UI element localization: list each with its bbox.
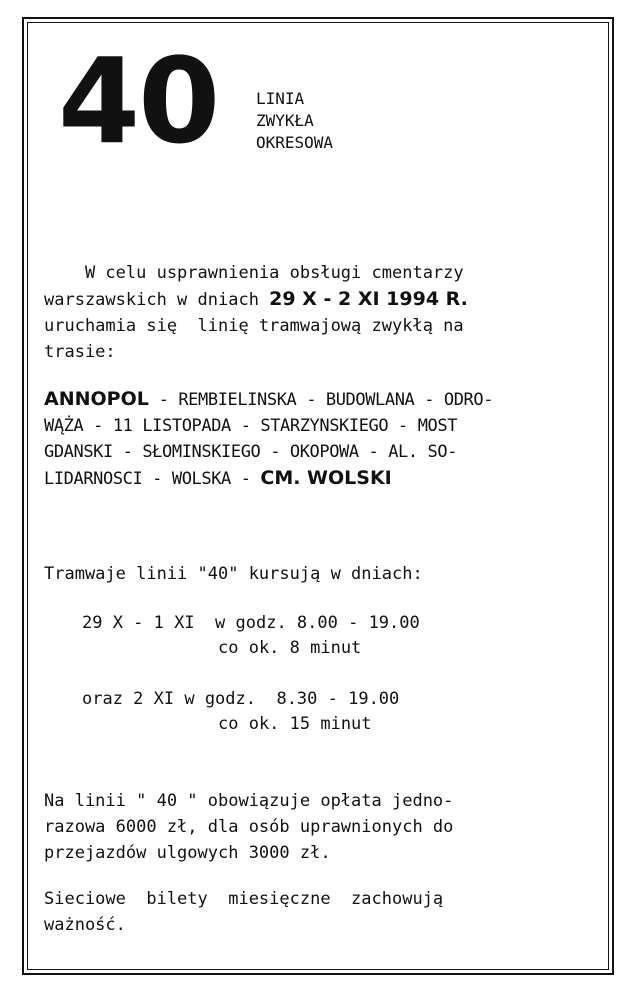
route-end: CM. WOLSKI [260,467,392,489]
line-type-label [256,88,333,154]
route-row [44,465,574,492]
line-type-row: OKRESOWA [256,133,334,152]
route-row: GDANSKI - SŁOMINSKIEGO - OKOPOWA - AL. SO- [44,442,458,462]
service-dates: 29 X - 2 XI 1994 R. [269,288,468,310]
line-type-row: LINIA [256,89,305,108]
schedule-period-1-frequency: co ok. 8 minut [218,638,362,658]
route-row: WĄŻA - 11 LISTOPADA - STARZYNSKIEGO - MOST [44,416,458,436]
schedule-heading [44,561,574,587]
fare-row: Na linii " 40 " obowiązuje opłata jedno- [44,791,454,811]
intro-row: W celu usprawnienia obsługi cmentarzy [44,263,464,283]
intro-row [44,286,574,313]
intro-row: uruchamia się linię tramwajową zwykłą na [44,316,464,336]
fare-row: razowa 6000 zł, dla osób uprawnionych do [44,817,454,837]
fare-paragraph [44,788,574,866]
fare-row: przejazdów ulgowych 3000 zł. [44,843,331,863]
intro-row: trasie: [44,342,116,362]
intro-paragraph [44,260,574,365]
route-row-text: LIDARNOSCI - WOLSKA - [44,469,261,489]
tickets-paragraph [44,886,574,938]
intro-row-text: warszawskich w dniach [44,290,270,310]
schedule-heading-text: Tramwaje linii "40" kursują w dniach: [44,564,423,584]
schedule-period-2-frequency: co ok. 15 minut [218,714,372,734]
route-start: ANNOPOL [44,388,149,410]
tickets-row: ważność. [44,915,126,935]
route-description [44,386,574,492]
route-row-text: - REMBIELINSKA - BUDOWLANA - ODRO- [148,390,494,410]
route-row [44,386,574,413]
line-number: 40 [58,32,219,170]
tickets-row: Sieciowe bilety miesięczne zachowują [44,889,444,909]
line-type-row: ZWYKŁA [256,111,314,130]
schedule-period-2-times: oraz 2 XI w godz. 8.30 - 19.00 [82,689,400,709]
schedule-period-1-times: 29 X - 1 XI w godz. 8.00 - 19.00 [82,613,420,633]
